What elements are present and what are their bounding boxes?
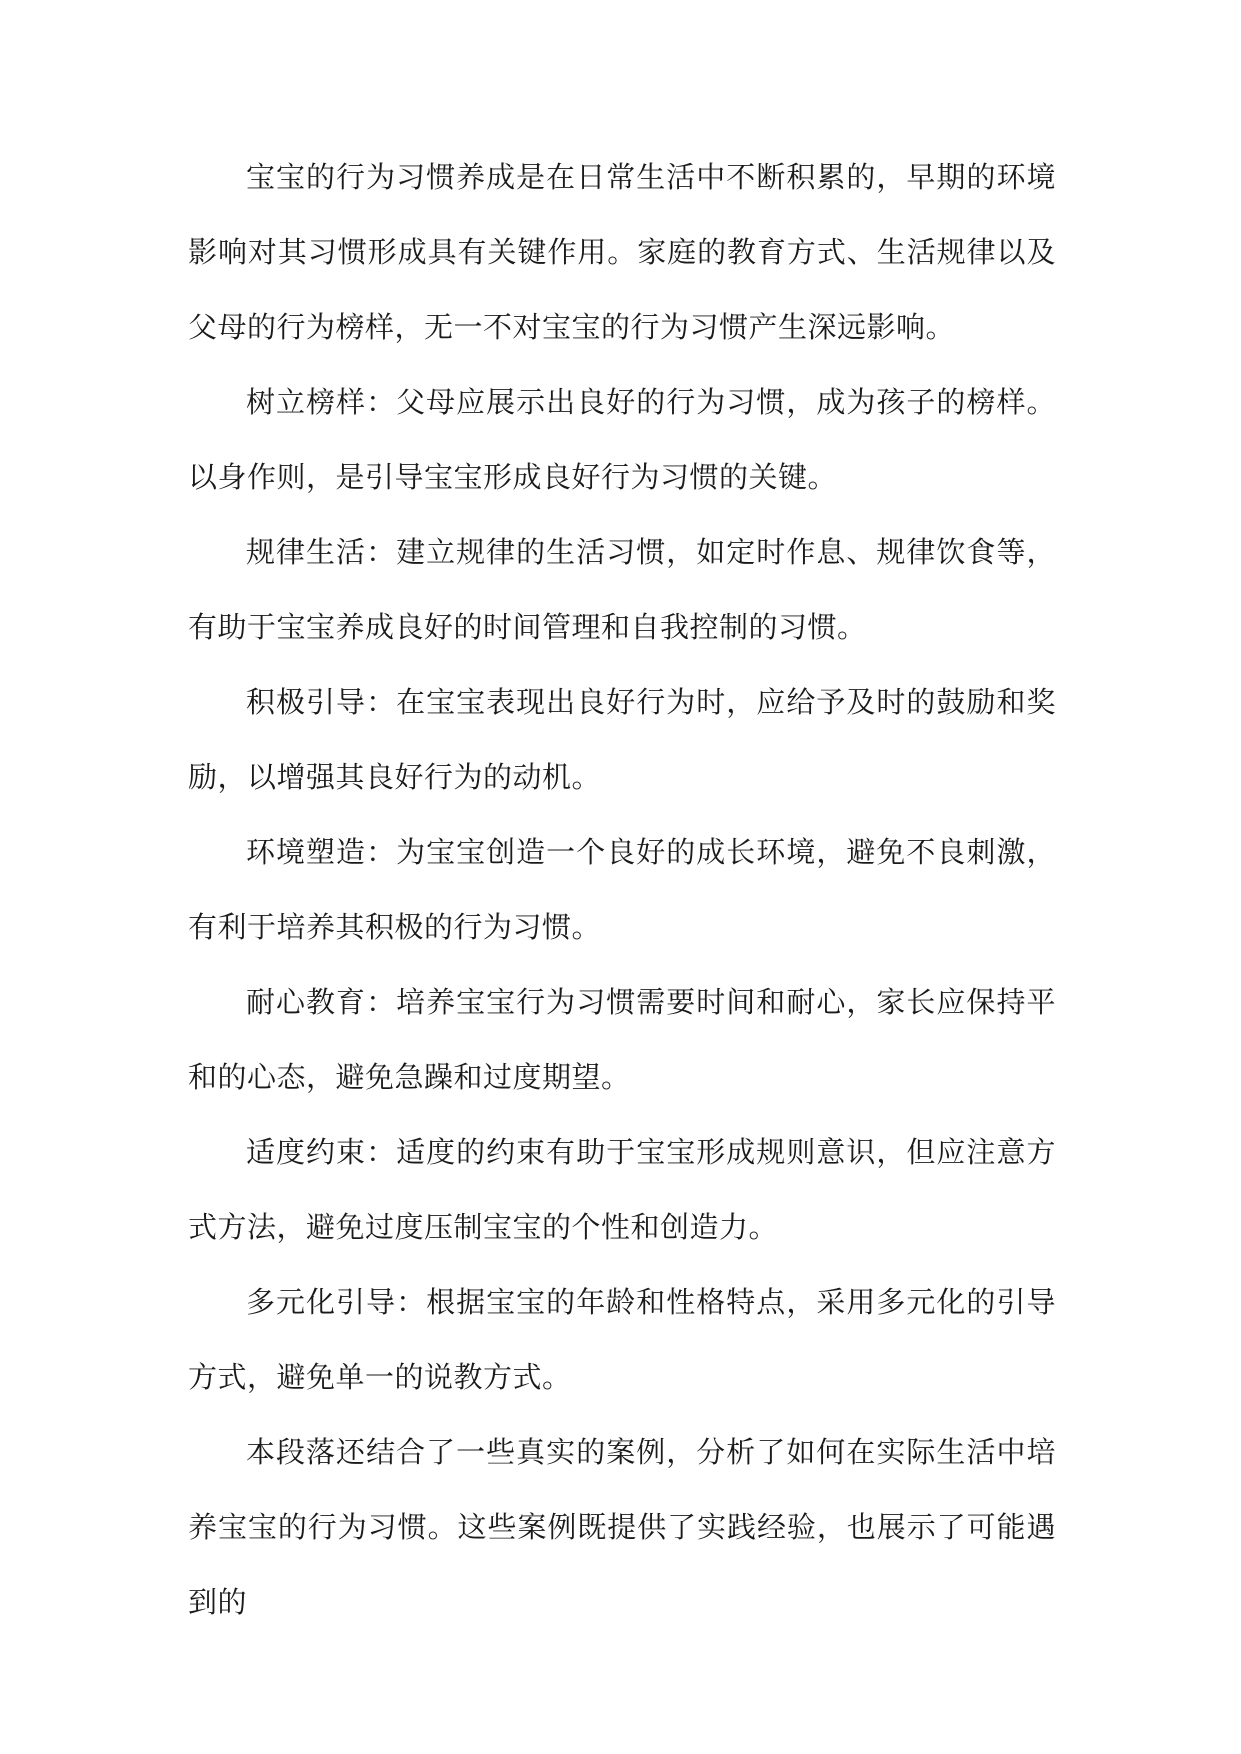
paragraph-intro (188, 140, 1056, 365)
paragraph-text: 为宝宝创造一个良好的成长环境，避免不良刺激，有利于培养其积极的行为习惯。 (188, 835, 1056, 944)
paragraph-label: 多元化引导： (246, 1285, 427, 1319)
paragraph-cases (188, 1415, 1056, 1640)
paragraph-label: 积极引导： (246, 685, 397, 719)
paragraph-role-model (188, 365, 1056, 515)
paragraph-text: 根据宝宝的年龄和性格特点，采用多元化的引导方式，避免单一的说教方式。 (188, 1285, 1056, 1394)
paragraph-regular-life (188, 515, 1056, 665)
paragraph-text: 在宝宝表现出良好行为时，应给予及时的鼓励和奖励，以增强其良好行为的动机。 (188, 685, 1056, 794)
paragraph-patience (188, 965, 1056, 1115)
paragraph-label: 树立榜样： (246, 385, 397, 419)
paragraph-text: 建立规律的生活习惯，如定时作息、规律饮食等，有助于宝宝养成良好的时间管理和自我控制的习惯。 (188, 535, 1056, 644)
paragraph-text: 适度的约束有助于宝宝形成规则意识，但应注意方式方法，避免过度压制宝宝的个性和创造力。 (188, 1135, 1056, 1244)
paragraph-text: 培养宝宝行为习惯需要时间和耐心，家长应保持平和的心态，避免急躁和过度期望。 (188, 985, 1056, 1094)
paragraph-text: 父母应展示出良好的行为习惯，成为孩子的榜样。以身作则，是引导宝宝形成良好行为习惯的关键。 (188, 385, 1056, 494)
paragraph-label: 规律生活： (246, 535, 397, 569)
paragraph-moderate-constraint (188, 1115, 1056, 1265)
paragraph-text: 本段落还结合了一些真实的案例，分析了如何在实际生活中培养宝宝的行为习惯。这些案例既提供了实践经验，也展示了可能遇到的 (188, 1435, 1056, 1619)
paragraph-diverse-guidance (188, 1265, 1056, 1415)
paragraph-text: 宝宝的行为习惯养成是在日常生活中不断积累的，早期的环境影响对其习惯形成具有关键作用。家庭的教育方式、生活规律以及父母的行为榜样，无一不对宝宝的行为习惯产生深远影响。 (188, 160, 1056, 344)
paragraph-label: 适度约束： (246, 1135, 397, 1169)
paragraph-positive-guidance (188, 665, 1056, 815)
paragraph-environment (188, 815, 1056, 965)
paragraph-label: 环境塑造： (246, 835, 397, 869)
paragraph-label: 耐心教育： (246, 985, 397, 1019)
document-body (188, 140, 1056, 1640)
